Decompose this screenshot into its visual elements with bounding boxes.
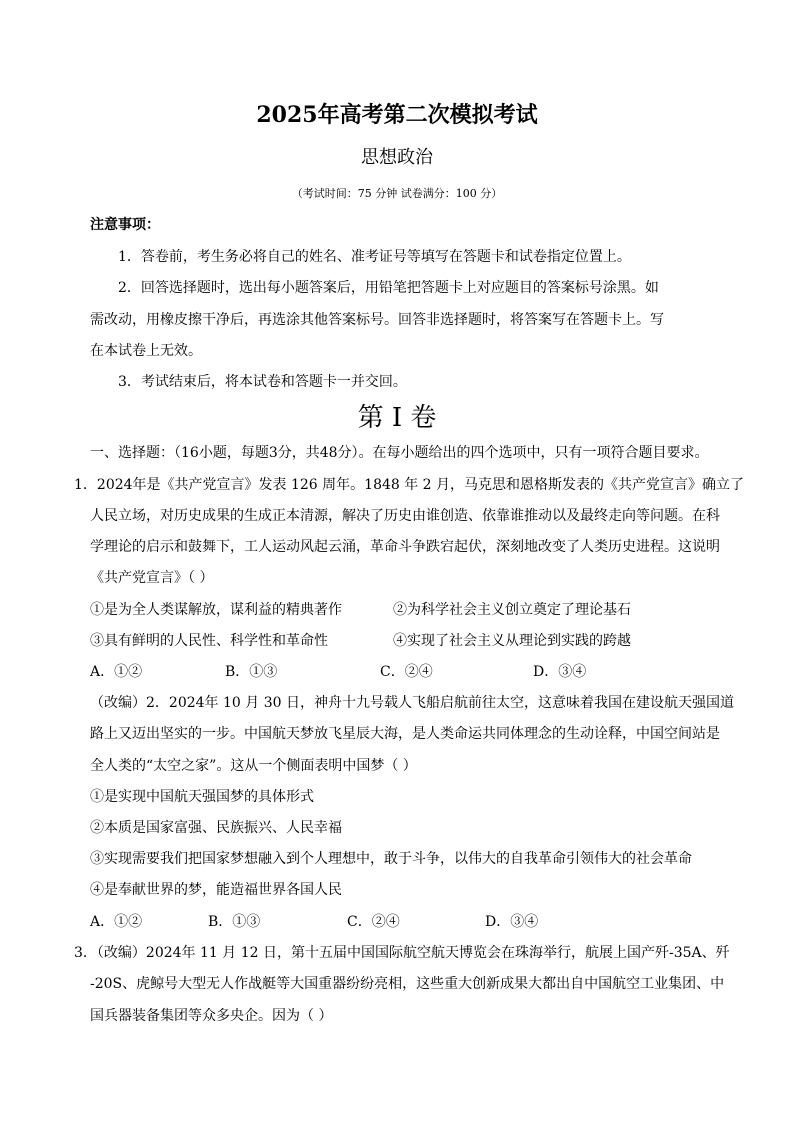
notice-heading: 注意事项： — [90, 217, 160, 233]
question-3-line-2: -20S、虎鲸号大型无人作战艇等大国重器纷纷亮相，这些重大创新成果大都出自中国航空工业集团、中 — [90, 976, 725, 992]
question-2-option-b[interactable]: B．①③ — [208, 914, 261, 930]
question-1-option-c[interactable]: C．②④ — [380, 664, 433, 680]
question-1-statement-2: ②为科学社会主义创立奠定了理论基石 — [393, 602, 631, 618]
question-2-option-c[interactable]: C．②④ — [347, 914, 400, 930]
question-1-option-a[interactable]: A．①② — [90, 664, 143, 680]
question-1-statement-4: ④实现了社会主义从理论到实践的跨越 — [393, 633, 631, 649]
question-2-statement-3: ③实现需要我们把国家梦想融入到个人理想中，敢于斗争，以伟大的自我革命引领伟大的社会革命 — [90, 851, 692, 867]
question-3-line-1: 3．（改编）2024年 11 月 12 日，第十五届中国国际航空航天博览会在珠海举行，航展上国产歼-35A、歼 — [74, 945, 730, 961]
question-1-option-d[interactable]: D．③④ — [533, 664, 587, 680]
question-2-statement-1: ①是实现中国航天强国梦的具体形式 — [90, 789, 314, 805]
question-1-line-3: 学理论的启示和鼓舞下，工人运动风起云涌，革命斗争跌宕起伏，深刻地改变了人类历史进程。这说明 — [90, 539, 720, 555]
question-2-statement-4: ④是奉献世界的梦，能造福世界各国人民 — [90, 882, 342, 898]
exam-title: 2025年高考第二次模拟考试 — [256, 102, 538, 128]
question-2-option-a[interactable]: A．①② — [90, 914, 143, 930]
notice-item-2-line-2: 需改动，用橡皮擦干净后，再选涂其他答案标号。回答非选择题时，将答案写在答题卡上。写 — [90, 312, 664, 328]
question-3-line-3: 国兵器装备集团等众多央企。因为（ ） — [90, 1008, 333, 1024]
question-1-line-4: 《共产党宣言》（ ） — [90, 570, 214, 586]
question-1-line-2: 人民立场，对历史成果的生成正本清源，解决了历史由谁创造、依靠谁推动以及最终走向等问题。在科 — [90, 508, 720, 524]
question-1-statement-3: ③具有鲜明的人民性、科学性和革命性 — [90, 633, 328, 649]
notice-item-2-line-3: 在本试卷上无效。 — [90, 343, 202, 359]
question-1-statement-1: ①是为全人类谋解放，谋利益的精典著作 — [90, 602, 342, 618]
subject-title: 思想政治 — [361, 147, 433, 168]
question-2-line-1: （改编）2．2024年 10 月 30 日，神舟十九号载人飞船启航前往太空，这意味着我国在建设航天强国道 — [90, 695, 734, 711]
question-2-line-2: 路上又迈出坚实的一步。中国航天梦放飞星辰大海，是人类命运共同体理念的生动诠释，中国空间站是 — [90, 726, 720, 742]
question-1-option-b[interactable]: B．①③ — [225, 664, 278, 680]
question-2-statement-2: ②本质是国家富强、民族振兴、人民幸福 — [90, 820, 342, 836]
volume-title: 第 I 卷 — [357, 403, 437, 433]
notice-item-3: 3．考试结束后，将本试卷和答题卡一并交回。 — [118, 374, 407, 390]
question-1-line-1: 1．2024年是《共产党宣言》发表 126 周年。1848 年 2 月，马克思和恩格斯发表的《共产党宣言》确立了 — [74, 477, 745, 493]
notice-item-1: 1．答卷前，考生务必将自己的姓名、准考证号等填写在答题卡和试卷指定位置上。 — [118, 249, 631, 265]
exam-info: （考试时间：75 分钟 试卷满分：100 分） — [291, 187, 503, 200]
notice-item-2-line-1: 2．回答选择题时，选出每小题答案后，用铅笔把答题卡上对应题目的答案标号涂黑。如 — [118, 280, 659, 296]
question-2-line-3: 全人类的“太空之家”。这从一个侧面表明中国梦（ ） — [90, 758, 417, 774]
question-2-option-d[interactable]: D．③④ — [485, 914, 539, 930]
section-intro: 一、选择题：（16小题，每题3分，共48分）。在每小题给出的四个选项中，只有一项符合题目要求。 — [90, 445, 709, 461]
